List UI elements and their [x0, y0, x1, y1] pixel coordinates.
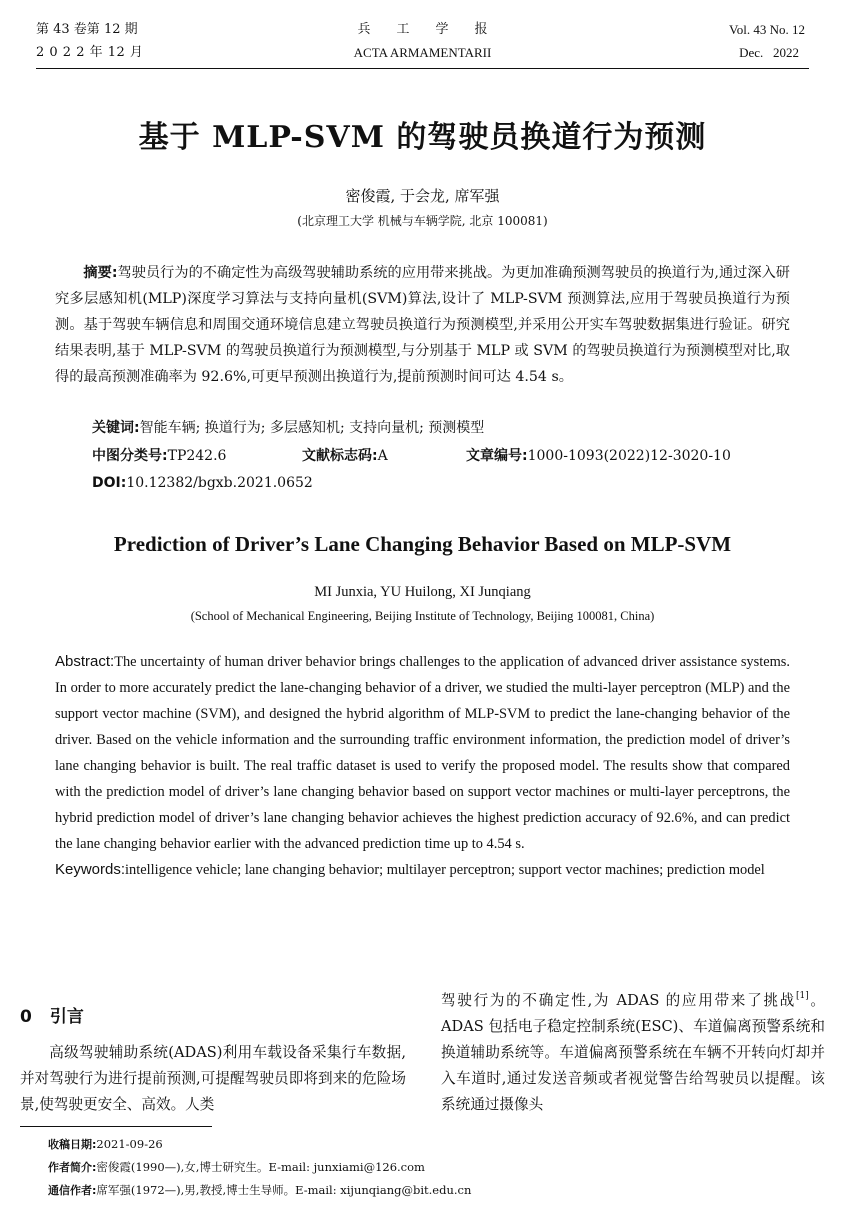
section-title: 引言: [49, 1007, 84, 1027]
affiliation-en: (School of Mechanical Engineering, Beijing Institute of Technology, Beijing 100081, China): [190, 609, 655, 623]
article-number-value: 1000-1093(2022)12-3020-10: [527, 448, 731, 464]
journal-name-en: ACTA ARMAMENTARII: [353, 45, 492, 60]
journal-date-en: Dec. 2022: [739, 45, 799, 60]
authors-en: MI Junxia, YU Huilong, XI Junqiang: [314, 584, 531, 600]
footnote-label: 收稿日期:: [48, 1138, 97, 1151]
footnote-text: 席军强(1972—),男,教授,博士生导师。E-mail: xijunqiang@bit.edu.cn: [96, 1183, 472, 1197]
document-code-label: 文献标志码:: [302, 448, 378, 464]
doi-value: 10.12382/bgxb.2021.0652: [126, 475, 313, 491]
abstract-cn-text: 驾驶员行为的不确定性为高级驾驶辅助系统的应用带来挑战。为更加准确预测驾驶员的换道行为,通过深入研究多层感知机(MLP)深度学习算法与支持向量机(SVM)算法,设计了 MLP-SVM 预测算法,应用于驾驶员换道行为预测。基于驾驶车辆信息和周围交通环境信息建立驾驶员换道行为预测模型,并采用公开实车驾驶数据集进行验证。研究结果表明,基于 MLP-SVM 的驾驶员换道行为预测模型,与分别基于 MLP 或 SVM 的驾驶员换道行为预测模型对比,取得的最高预测准确率为 92.6%,可更早预测出换道行为,提前预测时间可达 4.54 s。: [55, 265, 790, 385]
paper-title-en: Prediction of Driver’s Lane Changing Behavior Based on MLP-SVM: [113, 532, 732, 556]
body-column-left: [20, 1040, 406, 1118]
journal-volume-en: Vol. 43 No. 12: [729, 22, 805, 37]
article-number-label: 文章编号:: [466, 448, 528, 464]
keywords-cn-text: 智能车辆; 换道行为; 多层感知机; 支持向量机; 预测模型: [139, 420, 485, 436]
paper-title-cn: 基于 MLP-SVM 的驾驶员换道行为预测: [138, 120, 707, 155]
footnote-rule: [20, 1126, 212, 1127]
section-heading: [20, 1002, 84, 1027]
journal-date-cn: 2 0 2 2 年 12 月: [36, 45, 144, 60]
body-text-after-ref: 。ADAS 包括电子稳定控制系统(ESC)、车道偏离预警系统和换道辅助系统等。车道偏离预警系统在车辆不开转向灯却并入车道时,通过发送音频或者视觉警告给驾驶员以提醒。该系统通过摄像头: [441, 992, 825, 1113]
footnote-author: [48, 1159, 425, 1176]
clc-number: [92, 446, 226, 466]
body-paragraph: 高级驾驶辅助系统(ADAS)利用车载设备采集行车数据,并对驾驶行为进行提前预测,可提醒驾驶员即将到来的危险场景,使驾驶更安全、高效。人类: [20, 1044, 406, 1113]
keywords-en-label: Keywords:: [55, 861, 126, 878]
body-text-before-ref: 驾驶行为的不确定性,为 ADAS 的应用带来了挑战: [441, 992, 796, 1009]
clc-label: 中图分类号:: [92, 448, 168, 464]
footnote-label: 作者简介:: [48, 1161, 97, 1174]
citation-ref: [1]: [795, 991, 809, 1001]
body-column-right: [441, 988, 825, 1118]
journal-volume-issue: 第 43 卷第 12 期: [36, 22, 138, 37]
footnote-received: [48, 1136, 163, 1153]
authors-cn: 密俊霞, 于会龙, 席军强: [345, 187, 500, 205]
abstract-en-label: Abstract:: [55, 653, 115, 670]
affiliation-cn: (北京理工大学 机械与车辆学院, 北京 100081): [297, 214, 548, 228]
abstract-en: [55, 649, 790, 883]
footnote-corresponding: [48, 1182, 471, 1199]
keywords-cn-label: 关键词:: [92, 420, 140, 436]
abstract-cn: [55, 260, 790, 390]
journal-name-cn: 兵 工 学 报: [357, 22, 488, 37]
abstract-cn-label: 摘要:: [83, 265, 118, 281]
abstract-en-text: The uncertainty of human driver behavior brings challenges to the application of advanced driver assistance systems. In order to more accurately predict the lane-changing behavior of a driver, we studied the multi-layer perceptron (MLP) and the support vector machine (SVM), and designed the hybrid algorithm of MLP-SVM to predict the lane-changing behavior of the driver. Based on the vehicle information and the surrounding traffic environment information, the prediction model of driver’s lane changing behavior is built. The real traffic dataset is used to verify the proposed model. The results show that compared with the prediction model of driver’s lane changing behavior based on support vector machines or multi-layer perceptrons, the hybrid prediction model of driver’s lane changing behavior achieves the highest prediction accuracy of 92.6%, and can predict the lane changing behavior earlier with the advanced prediction time up to 4.54 s.: [55, 654, 790, 852]
doi: [92, 473, 313, 493]
keywords-en-text: intelligence vehicle; lane changing behavior; multilayer perceptron; support vector machines; prediction model: [125, 862, 765, 878]
clc-value: TP242.6: [167, 448, 227, 464]
footnote-text: 2021-09-26: [96, 1137, 163, 1151]
section-number: 0: [20, 1007, 32, 1027]
footnote-text: 密俊霞(1990—),女,博士研究生。E-mail: junxiami@126.com: [96, 1160, 425, 1174]
document-code: [302, 446, 388, 466]
article-number: [466, 446, 731, 466]
document-code-value: A: [377, 448, 388, 464]
keywords-cn: [92, 418, 484, 438]
footnote-label: 通信作者:: [48, 1184, 97, 1197]
header-rule: [36, 68, 809, 69]
doi-label: DOI:: [92, 475, 127, 491]
